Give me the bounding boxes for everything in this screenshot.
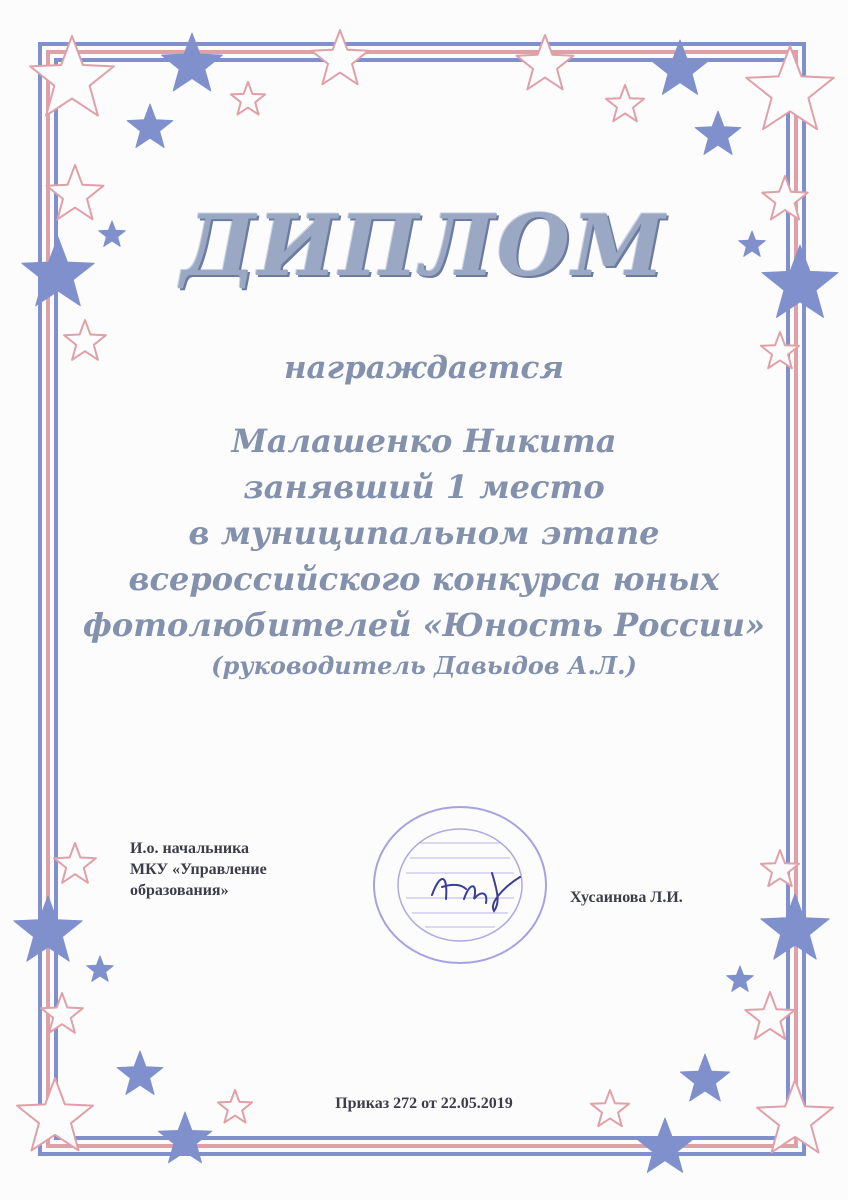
outline-star: [54, 843, 96, 883]
award-stage: в муниципальном этапе: [188, 514, 660, 552]
outline-star: [231, 82, 265, 115]
filled-star: [695, 111, 741, 154]
outline-star: [761, 850, 799, 886]
signatory-position-line: образования»: [130, 882, 229, 899]
signatory-position: [130, 838, 350, 901]
signatory-name: Хусаинова Л.И.: [570, 889, 683, 906]
filled-star: [727, 966, 754, 991]
official-stamp: [370, 803, 550, 968]
filled-star: [637, 1118, 694, 1172]
diploma-title: ДИПЛОМ: [181, 196, 667, 295]
order-reference: Приказ 272 от 22.05.2019: [335, 1095, 513, 1112]
signatory-position-line: И.о. начальника: [130, 840, 250, 857]
outline-star: [312, 30, 369, 84]
filled-star: [162, 33, 223, 91]
handwritten-signature: [432, 873, 520, 911]
recipient-name: Малашенко Никита: [231, 422, 617, 460]
filled-star: [680, 1054, 729, 1101]
filled-star: [127, 104, 173, 147]
award-body: [80, 418, 768, 684]
award-contest-name: фотолюбителей «Юность России»: [82, 606, 765, 644]
outline-star: [30, 36, 114, 116]
awarded-text: награждается: [283, 350, 565, 386]
award-place: занявший 1 место: [243, 468, 605, 506]
filled-star: [117, 1051, 163, 1094]
filled-star: [652, 40, 709, 94]
filled-star: [87, 956, 114, 981]
supervisor-line: (руководитель Давыдов А.Л.): [211, 651, 637, 680]
award-contest: всероссийского конкурса юных: [128, 560, 720, 598]
outline-star: [606, 85, 644, 121]
signatory-position-line: МКУ «Управление: [130, 861, 267, 878]
